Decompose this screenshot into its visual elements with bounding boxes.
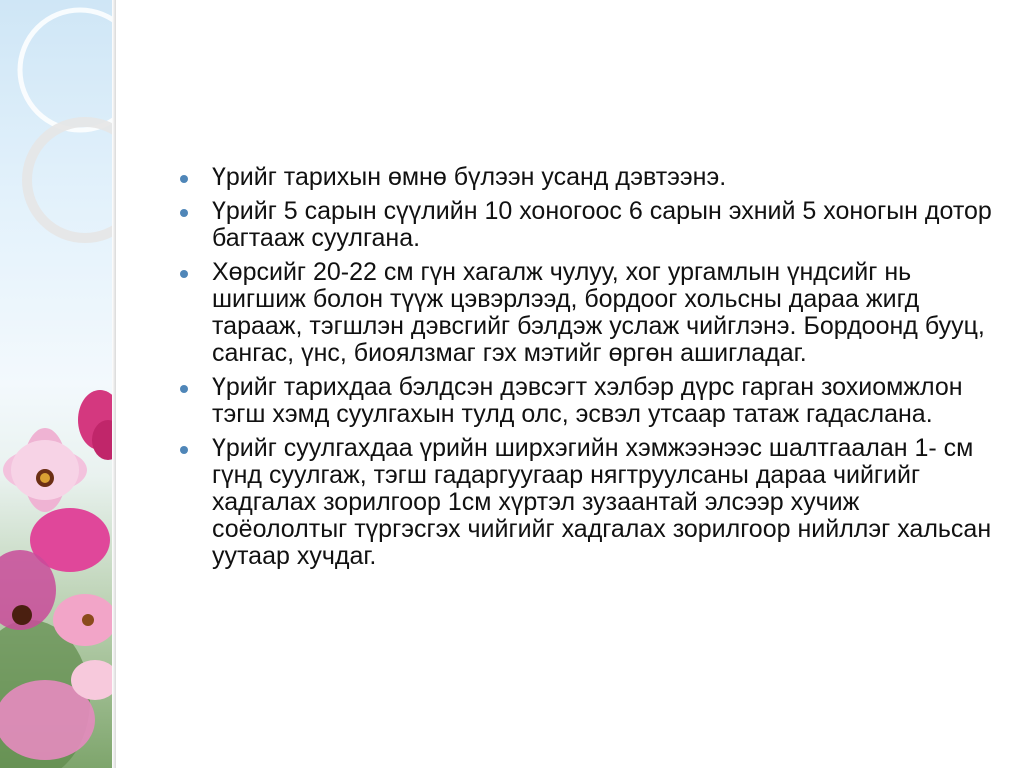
bullet-dot-icon	[180, 446, 188, 454]
bullet-item	[178, 435, 998, 570]
bullet-dot-icon	[180, 385, 188, 393]
bullet-dot-icon	[180, 209, 188, 217]
bullet-list	[178, 164, 998, 570]
ring-2	[27, 122, 114, 238]
ring-1	[20, 10, 114, 130]
bullet-item	[178, 164, 998, 191]
bullet-text: Үрийг тарихдаа бэлдсэн дэвсэгт хэлбэр дүрс гарган зохиомжлон тэгш хэмд суулгахын тулд олс, эсвэл утсаар татаж гадаслана.	[212, 373, 963, 428]
panel-divider	[112, 0, 116, 768]
bullet-text: Үрийг 5 сарын сүүлийн 10 хоногоос 6 сарын эхний 5 хоногын дотор багтааж суулгана.	[212, 197, 992, 252]
flower-1	[3, 428, 87, 512]
bullet-text: Үрийг тарихын өмнө бүлээн усанд дэвтээнэ.	[212, 163, 727, 191]
bullet-dot-icon	[180, 175, 188, 183]
bullet-item	[178, 374, 998, 428]
flower-4	[53, 594, 114, 646]
slide-content	[178, 164, 998, 577]
bullet-dot-icon	[180, 270, 188, 278]
bullet-item	[178, 259, 998, 367]
flower-2	[78, 390, 114, 460]
bullet-item	[178, 198, 998, 252]
bullet-text: Хөрсийг 20-22 см гүн хагалж чулуу, хог ургамлын үндсийг нь шигшиж болон түүж цэвэрлээд, бордоог хольсны дараа жигд тарааж, тэгшлэн дэвсгийг бэлдэж услаж чийглэнэ. Бордоонд бууц, сангас, үнс, биоялзмаг гэх мэтийг өргөн ашигладаг.	[212, 258, 985, 367]
flower-decoration	[0, 0, 114, 768]
decorative-side-panel	[0, 0, 114, 768]
bullet-text: Үрийг суулгахдаа үрийн ширхэгийн хэмжээнээс шалтгаалан 1- см гүнд суулгаж, тэгш гадаргуугаар нягтруулсаны дараа чийгийг хадгалах зорилгоор 1см хүртэл зузаантай элсээр хучиж соёололтыг түргэсгэх чийгийг хадгалах зорилгоор нийллэг хальсан уутаар хучдаг.	[212, 434, 992, 570]
